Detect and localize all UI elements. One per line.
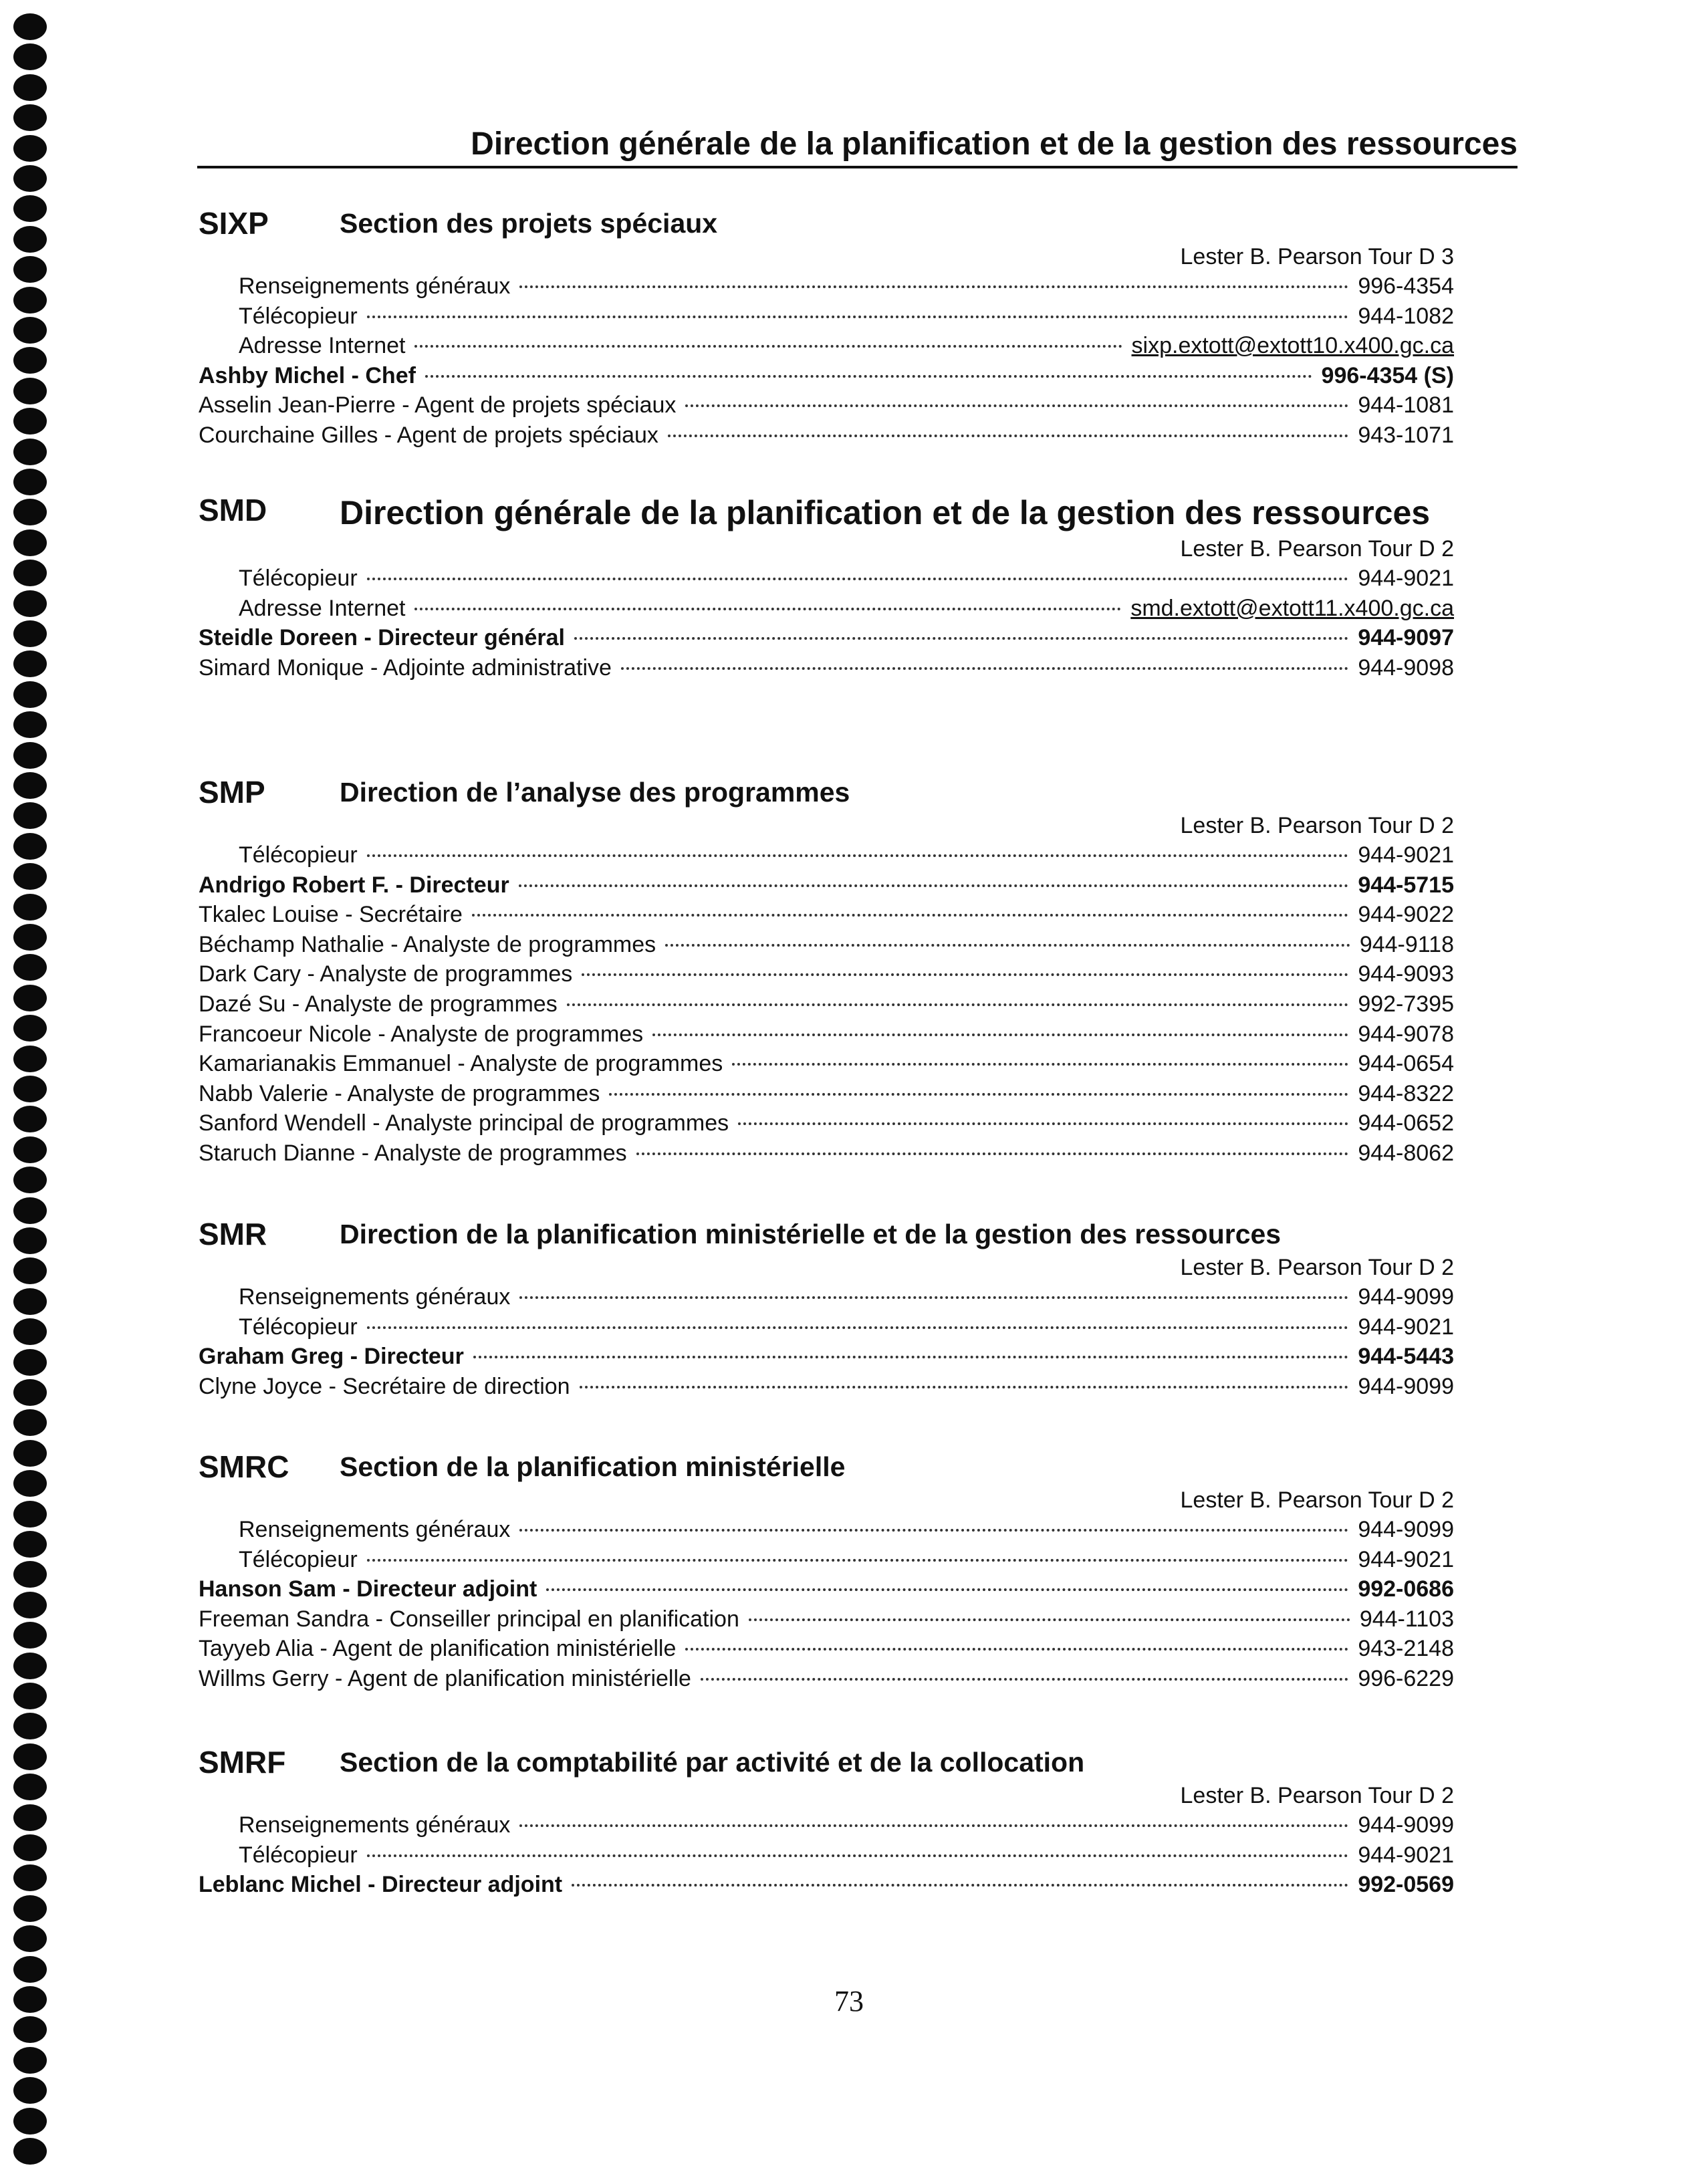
binding-hole (13, 1653, 47, 1679)
phone-number: 944-9021 (1358, 1314, 1454, 1340)
binding-hole (13, 1501, 47, 1528)
phone-number: 944-1081 (1358, 392, 1454, 418)
binding-hole (13, 347, 47, 374)
dot-leader (580, 1386, 1349, 1388)
section-code: SMRC (199, 1449, 289, 1484)
dot-leader (582, 973, 1348, 976)
phone-number: 944-9097 (1358, 625, 1454, 651)
dot-leader (367, 1326, 1349, 1329)
binding-hole (13, 1956, 47, 1983)
entry-label: Freeman Sandra - Conseiller principal en planification (199, 1606, 739, 1632)
binding-hole (13, 2077, 47, 2104)
directory-entry (199, 930, 1454, 960)
binding-hole (13, 1349, 47, 1376)
section-location: Lester B. Pearson Tour D 3 (1180, 244, 1454, 269)
binding-hole (13, 924, 47, 951)
binding-hole (13, 195, 47, 222)
binding-hole (13, 165, 47, 192)
binding-hole (13, 43, 47, 70)
dot-leader (621, 667, 1348, 670)
directory-entry (199, 361, 1454, 391)
entry-list (199, 840, 1454, 1169)
binding-hole (13, 2016, 47, 2043)
binding-hole (13, 1136, 47, 1163)
binding-hole (13, 1257, 47, 1284)
phone-number: 944-9021 (1358, 1842, 1454, 1868)
general-entry (199, 1840, 1454, 1870)
phone-number: 943-2148 (1358, 1636, 1454, 1662)
binding-hole (13, 1106, 47, 1132)
internet-address-link[interactable]: sixp.extott@extott10.x400.gc.ca (1131, 333, 1454, 359)
binding-hole (13, 1197, 47, 1224)
entry-label: Kamarianakis Emmanuel - Analyste de programmes (199, 1051, 723, 1077)
section-header (199, 205, 1454, 242)
phone-number: 944-0654 (1358, 1051, 1454, 1077)
dot-leader (367, 316, 1349, 318)
section-header (199, 491, 1454, 534)
general-entry (199, 840, 1454, 870)
entry-label: Renseignements généraux (239, 273, 511, 299)
dot-leader (609, 1093, 1348, 1096)
binding-hole (13, 742, 47, 769)
dot-leader (414, 345, 1122, 348)
directory-entry (199, 1079, 1454, 1109)
dot-leader (367, 578, 1349, 580)
entry-list (199, 1282, 1454, 1401)
binding-hole (13, 1227, 47, 1254)
dot-leader (473, 1356, 1349, 1358)
general-entry (199, 1515, 1454, 1545)
binding-hole (13, 1743, 47, 1770)
internet-address-link[interactable]: smd.extott@extott11.x400.gc.ca (1130, 595, 1454, 621)
dot-leader (367, 854, 1349, 857)
phone-number: 944-9093 (1358, 961, 1454, 987)
binding-hole (13, 1683, 47, 1709)
phone-number: 944-1103 (1359, 1606, 1454, 1632)
binding-hole (13, 135, 47, 162)
directory-entry (199, 1342, 1454, 1372)
general-entry (199, 301, 1454, 332)
phone-number: 944-8322 (1358, 1080, 1454, 1106)
binding-hole (13, 681, 47, 708)
entry-label: Nabb Valerie - Analyste de programmes (199, 1080, 600, 1106)
directory-entry (199, 1372, 1454, 1402)
phone-number: 944-9021 (1358, 842, 1454, 868)
entry-label: Graham Greg - Directeur (199, 1344, 464, 1370)
entry-label: Willms Gerry - Agent de planification ministérielle (199, 1665, 691, 1691)
dot-leader (519, 285, 1348, 288)
binding-hole (13, 378, 47, 404)
section-location: Lester B. Pearson Tour D 2 (1180, 536, 1454, 562)
binding-hole (13, 226, 47, 253)
phone-number: 944-9098 (1358, 654, 1454, 681)
binding-hole (13, 650, 47, 677)
binding-hole (13, 772, 47, 799)
binding-hole (13, 1804, 47, 1831)
dot-leader (567, 1003, 1349, 1006)
entry-label: Andrigo Robert F. - Directeur (199, 872, 509, 898)
phone-number: 996-6229 (1358, 1665, 1454, 1691)
binding-hole (13, 1622, 47, 1649)
dot-leader (732, 1063, 1348, 1066)
binding-hole (13, 1925, 47, 1952)
binding-hole (13, 499, 47, 525)
directory-entry (199, 1019, 1454, 1050)
dot-leader (414, 608, 1121, 610)
binding-hole (13, 1531, 47, 1558)
binding-hole (13, 1834, 47, 1861)
binding-hole (13, 560, 47, 586)
binding-hole (13, 104, 47, 131)
directory-entry (199, 1604, 1454, 1634)
entry-label: Adresse Internet (239, 595, 406, 621)
general-entry (199, 1545, 1454, 1575)
dot-leader (367, 1854, 1349, 1857)
entry-label: Béchamp Nathalie - Analyste de programmes (199, 931, 656, 957)
dot-leader (636, 1152, 1349, 1155)
phone-number: 944-9078 (1358, 1021, 1454, 1047)
binding-hole (13, 802, 47, 829)
binding-hole (13, 1167, 47, 1193)
phone-number: 944-9021 (1358, 1546, 1454, 1572)
section-header (199, 773, 1454, 811)
section-location: Lester B. Pearson Tour D 2 (1180, 1255, 1454, 1280)
binding-hole (13, 954, 47, 981)
directory-entry (199, 1138, 1454, 1169)
phone-number: 992-7395 (1358, 991, 1454, 1017)
binding-hole (13, 2108, 47, 2135)
binding-hole (13, 833, 47, 860)
binding-hole (13, 287, 47, 314)
directory-entry (199, 1664, 1454, 1694)
section-name: Direction générale de la planification et de la gestion des ressources (340, 494, 1431, 531)
section-name: Section des projets spéciaux (340, 208, 718, 239)
page-title: Direction générale de la planification et de la gestion des ressources (197, 124, 1518, 168)
general-entry (199, 1312, 1454, 1342)
phone-number: 996-4354 (1358, 273, 1454, 299)
entry-label: Steidle Doreen - Directeur général (199, 625, 565, 651)
phone-number: 996-4354 (S) (1321, 362, 1454, 388)
binding-hole (13, 2047, 47, 2074)
general-entry (199, 1810, 1454, 1840)
section-name: Section de la comptabilité par activité et de la collocation (340, 1747, 1085, 1778)
dot-leader (749, 1618, 1350, 1621)
section-smp (199, 773, 1454, 1169)
dot-leader (665, 944, 1350, 947)
binding-hole (13, 894, 47, 921)
phone-number: 992-0686 (1358, 1576, 1454, 1602)
phone-number: 943-1071 (1358, 422, 1454, 448)
dot-leader (519, 1824, 1348, 1827)
section-name: Direction de la planification ministérielle et de la gestion des ressources (340, 1219, 1282, 1249)
binding-hole (13, 1015, 47, 1042)
binding-hole (13, 1440, 47, 1467)
dot-leader (652, 1034, 1348, 1036)
dot-leader (472, 914, 1348, 917)
section-name: Direction de l’analyse des programmes (340, 777, 850, 808)
section-smr (199, 1215, 1454, 1401)
entry-list (199, 564, 1454, 683)
binding-hole (13, 1076, 47, 1102)
entry-label: Dazé Su - Analyste de programmes (199, 991, 558, 1017)
binding-hole (13, 590, 47, 617)
entry-label: Télécopieur (239, 1842, 358, 1868)
entry-label: Renseignements généraux (239, 1812, 511, 1838)
entry-label: Leblanc Michel - Directeur adjoint (199, 1872, 563, 1898)
phone-number: 944-9118 (1359, 931, 1454, 957)
directory-entry (199, 959, 1454, 989)
entry-list (199, 1810, 1454, 1900)
binding-hole (13, 1864, 47, 1891)
entry-label: Sanford Wendell - Analyste principal de programmes (199, 1110, 729, 1136)
phone-number: 944-5715 (1358, 872, 1454, 898)
binding-hole (13, 1046, 47, 1072)
binding-hole (13, 469, 47, 495)
general-entry (199, 564, 1454, 594)
directory-entry (199, 1574, 1454, 1604)
entry-label: Courchaine Gilles - Agent de projets spéciaux (199, 422, 658, 448)
general-entry (199, 271, 1454, 301)
directory-entry (199, 1049, 1454, 1079)
general-entry (199, 594, 1454, 624)
entry-label: Asselin Jean-Pierre - Agent de projets spéciaux (199, 392, 677, 418)
phone-number: 944-9099 (1358, 1812, 1454, 1838)
binding-hole (13, 1470, 47, 1497)
phone-number: 944-0652 (1358, 1110, 1454, 1136)
binding-hole (13, 1774, 47, 1800)
binding-hole (13, 1986, 47, 2013)
binding-hole (13, 1895, 47, 1922)
entry-label: Adresse Internet (239, 333, 406, 359)
general-entry (199, 331, 1454, 361)
directory-entry (199, 420, 1454, 451)
binding-hole (13, 1713, 47, 1739)
section-location: Lester B. Pearson Tour D 2 (1180, 1783, 1454, 1808)
dot-leader (668, 435, 1348, 437)
phone-number: 944-9021 (1358, 566, 1454, 591)
dot-leader (685, 1648, 1348, 1651)
section-header (199, 1448, 1454, 1485)
entry-label: Simard Monique - Adjointe administrative (199, 654, 612, 681)
section-code: SMP (199, 775, 265, 810)
section-smrf (199, 1743, 1454, 1900)
section-header (199, 1215, 1454, 1253)
dot-leader (738, 1122, 1348, 1125)
general-entry (199, 1282, 1454, 1312)
binding-hole (13, 1592, 47, 1618)
section-name: Section de la planification ministérielle (340, 1451, 846, 1482)
binding-hole (13, 711, 47, 738)
binding-hole (13, 620, 47, 647)
entry-label: Télécopieur (239, 842, 358, 868)
dot-leader (519, 1529, 1348, 1532)
directory-entry (199, 1870, 1454, 1900)
entry-label: Télécopieur (239, 1546, 358, 1572)
directory-entry (199, 989, 1454, 1019)
directory-entry (199, 653, 1454, 683)
directory-entry (199, 870, 1454, 900)
dot-leader (701, 1678, 1348, 1681)
phone-number: 944-1082 (1358, 303, 1454, 329)
binding-hole (13, 1288, 47, 1315)
binding-hole (13, 74, 47, 101)
phone-number: 944-8062 (1358, 1140, 1454, 1166)
dot-leader (367, 1559, 1349, 1562)
binding-holes (13, 13, 48, 2173)
entry-label: Hanson Sam - Directeur adjoint (199, 1576, 537, 1602)
entry-list (199, 1515, 1454, 1694)
section-location: Lester B. Pearson Tour D 2 (1180, 813, 1454, 838)
section-location: Lester B. Pearson Tour D 2 (1180, 1487, 1454, 1513)
entry-label: Télécopieur (239, 566, 358, 591)
dot-leader (572, 1884, 1348, 1887)
section-code: SMD (199, 493, 267, 527)
phone-number: 944-9099 (1358, 1517, 1454, 1542)
binding-hole (13, 439, 47, 465)
binding-hole (13, 2138, 47, 2165)
dot-leader (546, 1588, 1348, 1591)
dot-leader (574, 637, 1348, 640)
entry-label: Francoeur Nicole - Analyste de programmes (199, 1021, 644, 1047)
binding-hole (13, 317, 47, 344)
directory-entry (199, 390, 1454, 420)
entry-label: Renseignements généraux (239, 1517, 511, 1542)
section-code: SIXP (199, 206, 269, 241)
binding-hole (13, 1409, 47, 1436)
section-header (199, 1743, 1454, 1781)
binding-hole (13, 985, 47, 1011)
section-smd (199, 491, 1454, 683)
directory-entry (199, 1108, 1454, 1138)
binding-hole (13, 13, 47, 40)
section-smrc (199, 1448, 1454, 1694)
entry-label: Tayyeb Alia - Agent de planification ministérielle (199, 1636, 677, 1662)
phone-number: 992-0569 (1358, 1872, 1454, 1898)
directory-entry (199, 1634, 1454, 1664)
dot-leader (685, 404, 1348, 407)
binding-hole (13, 863, 47, 890)
section-sixp (199, 205, 1454, 451)
entry-label: Staruch Dianne - Analyste de programmes (199, 1140, 627, 1166)
page-number: 73 (834, 1985, 864, 2018)
binding-hole (13, 408, 47, 435)
dot-leader (425, 375, 1312, 378)
entry-label: Renseignements généraux (239, 1284, 511, 1310)
section-code: SMR (199, 1217, 267, 1251)
binding-hole (13, 1318, 47, 1345)
entry-label: Ashby Michel - Chef (199, 362, 416, 388)
entry-label: Tkalec Louise - Secrétaire (199, 902, 463, 928)
phone-number: 944-9022 (1358, 902, 1454, 928)
binding-hole (13, 529, 47, 556)
phone-number: 944-9099 (1358, 1373, 1454, 1399)
directory-entry (199, 623, 1454, 653)
entry-label: Télécopieur (239, 1314, 358, 1340)
entry-label: Dark Cary - Analyste de programmes (199, 961, 573, 987)
binding-hole (13, 1561, 47, 1588)
dot-leader (519, 884, 1349, 887)
entry-list (199, 271, 1454, 451)
binding-hole (13, 256, 47, 283)
phone-number: 944-5443 (1358, 1344, 1454, 1370)
binding-hole (13, 1379, 47, 1406)
dot-leader (519, 1296, 1348, 1299)
entry-label: Télécopieur (239, 303, 358, 329)
directory-entry (199, 900, 1454, 930)
entry-label: Clyne Joyce - Secrétaire de direction (199, 1373, 570, 1399)
section-code: SMRF (199, 1745, 286, 1780)
phone-number: 944-9099 (1358, 1284, 1454, 1310)
